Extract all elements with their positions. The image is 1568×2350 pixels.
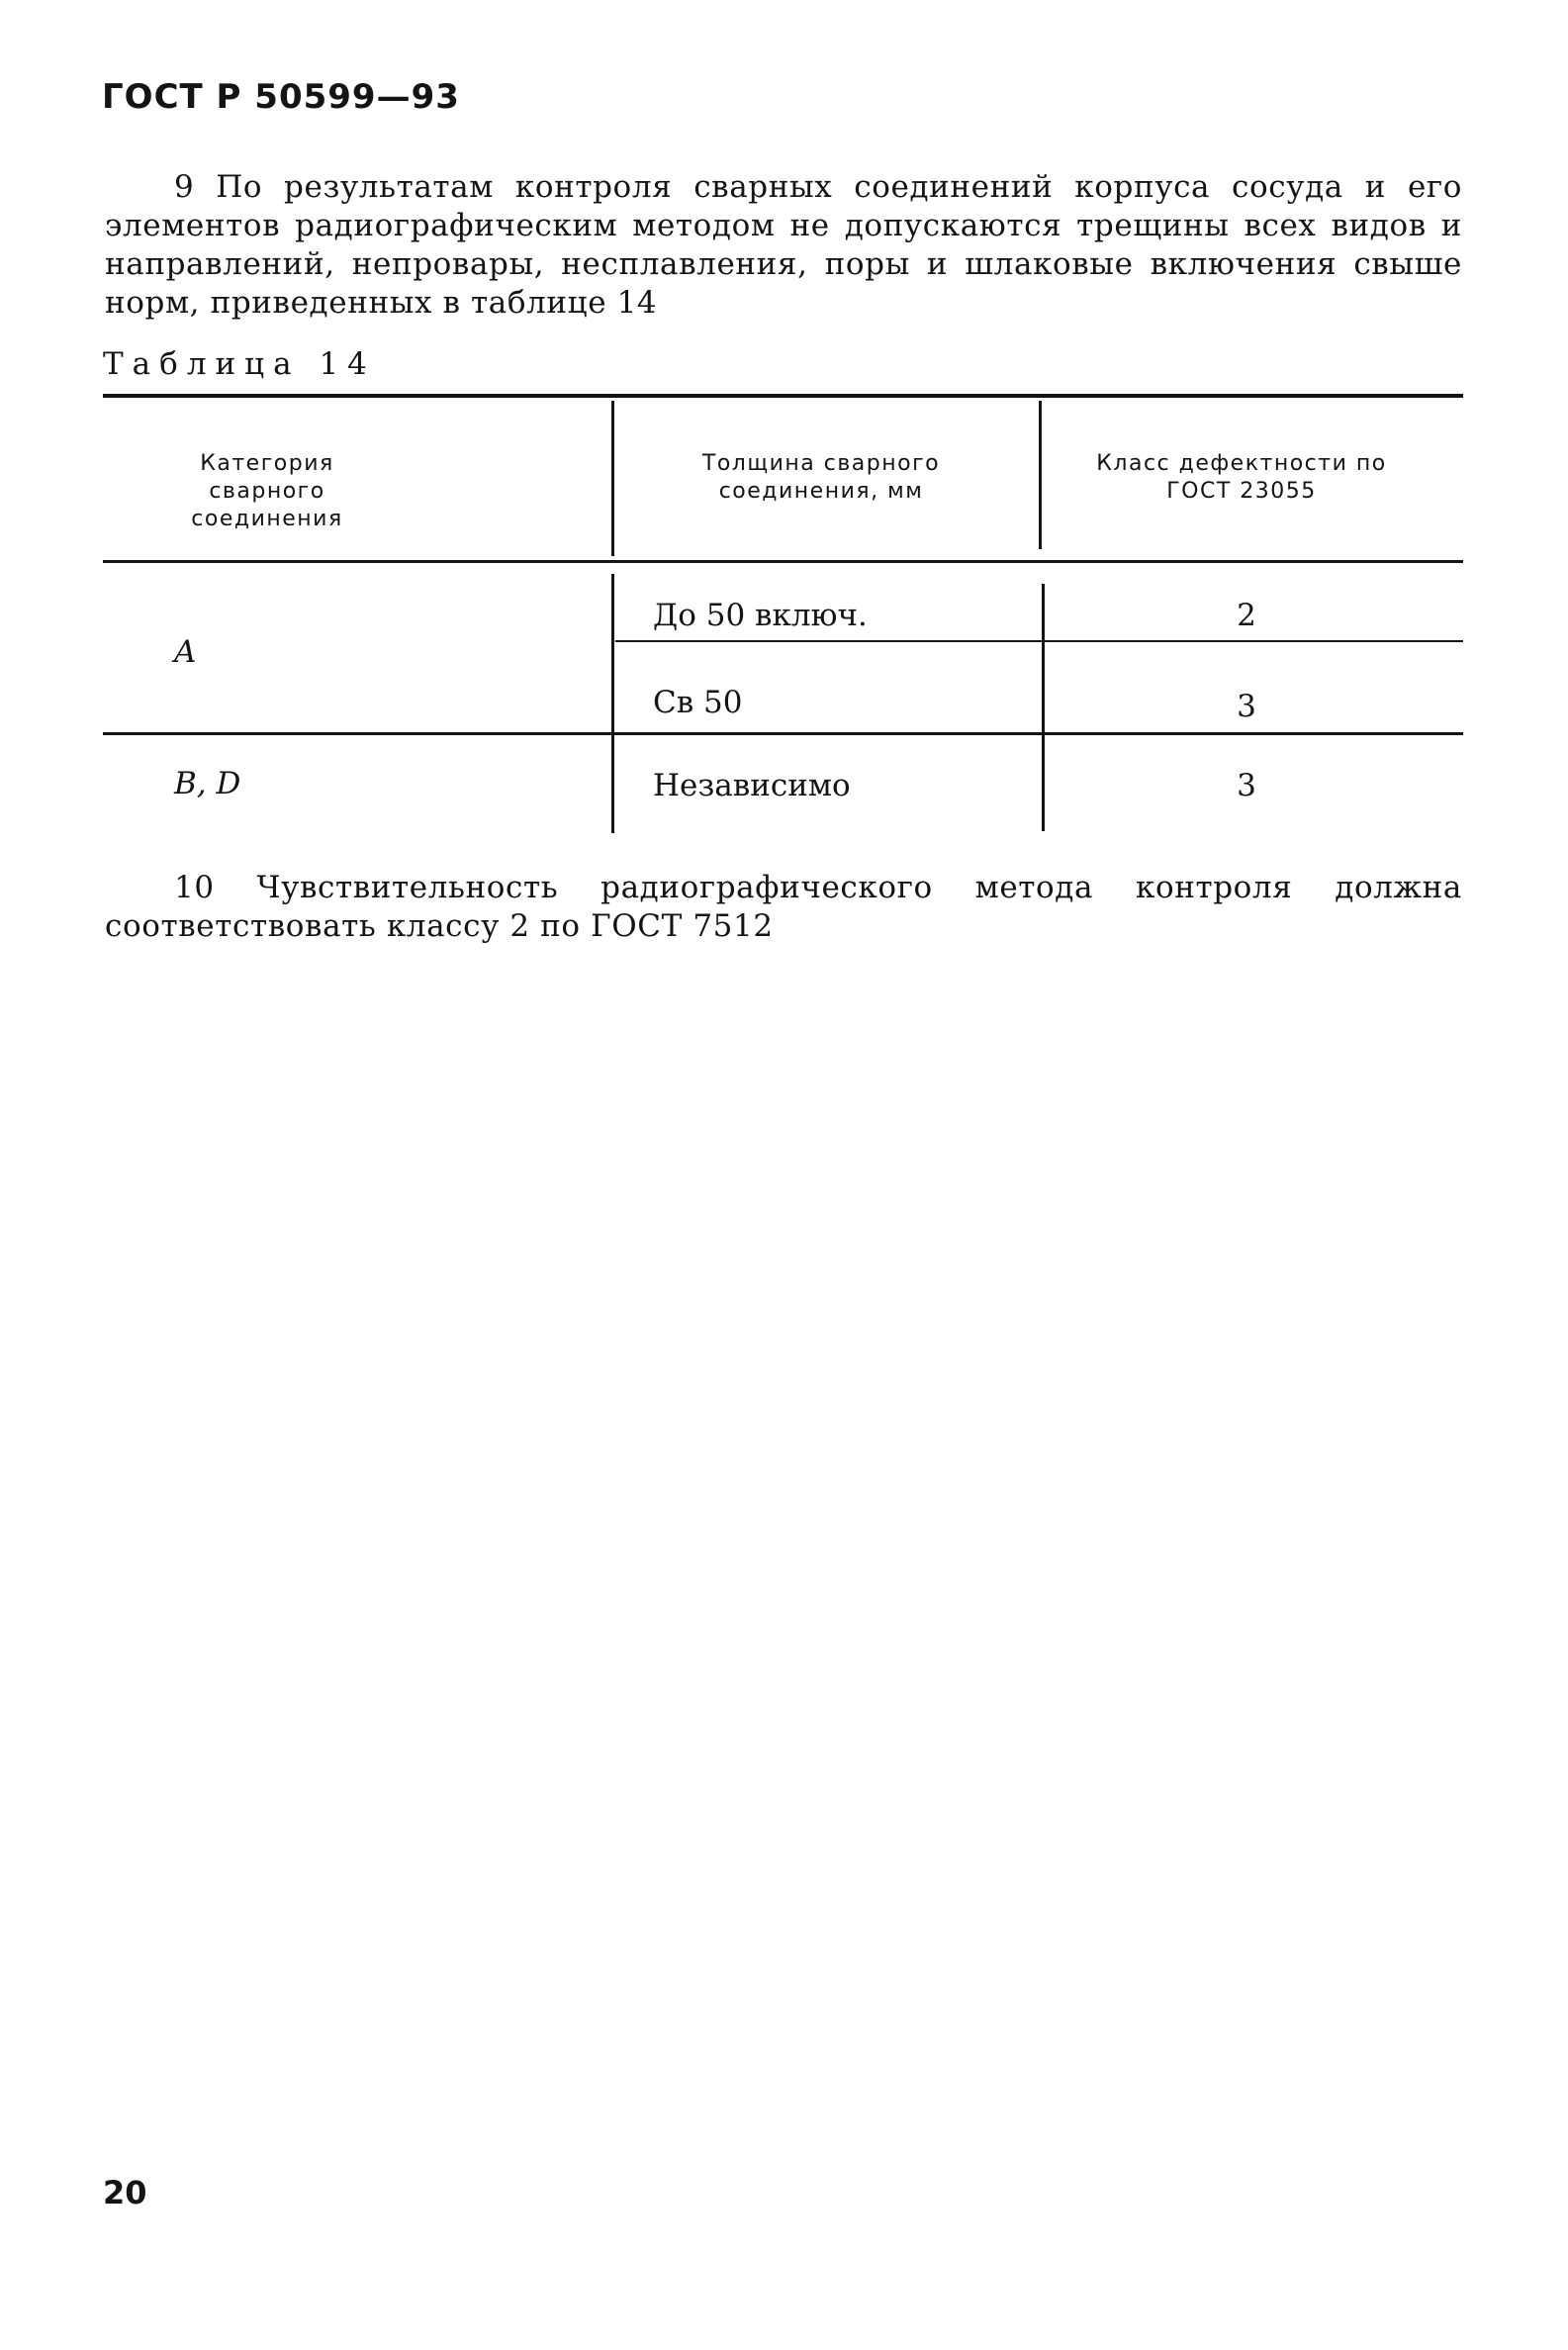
header-thickness: Толщина сварного соединения, мм: [701, 451, 941, 504]
document-header: ГОСТ Р 50599—93: [102, 77, 460, 117]
header-category: Категория сварного соединения: [191, 451, 343, 531]
row-divider: [103, 732, 1463, 735]
table-caption: Таблица 14: [103, 346, 376, 382]
body-col-divider-1: [611, 574, 614, 833]
table-cell-category: A: [174, 634, 197, 670]
header-col-divider-2: [1039, 401, 1042, 549]
table-cell-defect-class: 3: [1237, 689, 1256, 724]
header-bottom-rule: [103, 560, 1463, 563]
paragraph-10: 10 Чувствительность радиографического метода контроля должна соответствовать классу 2 по ГОСТ 7512: [105, 870, 1462, 944]
table-top-rule: [103, 394, 1463, 398]
table-cell-thickness: До 50 включ.: [653, 598, 868, 633]
header-col-divider-1: [611, 401, 614, 556]
row-a-sub-divider: [615, 640, 1463, 642]
body-col-divider-2: [1042, 584, 1045, 831]
table-cell-defect-class: 3: [1237, 768, 1256, 803]
table-cell-thickness: Независимо: [653, 768, 851, 803]
paragraph-9: 9 По результатам контроля сварных соединений корпуса сосуда и его элементов радиографическим методом не допускаются трещины всех видов и направлений, непровары, несплавления, поры и шлаковые включения свыше норм, приведенных в таблице 14: [105, 169, 1462, 321]
header-defect-class: Класс дефектности по ГОСТ 23055: [1096, 451, 1387, 504]
page-number: 20: [103, 2174, 147, 2211]
table-cell-thickness: Св 50: [653, 685, 743, 720]
table-cell-defect-class: 2: [1237, 598, 1256, 633]
table-cell-category: B, D: [174, 766, 241, 801]
